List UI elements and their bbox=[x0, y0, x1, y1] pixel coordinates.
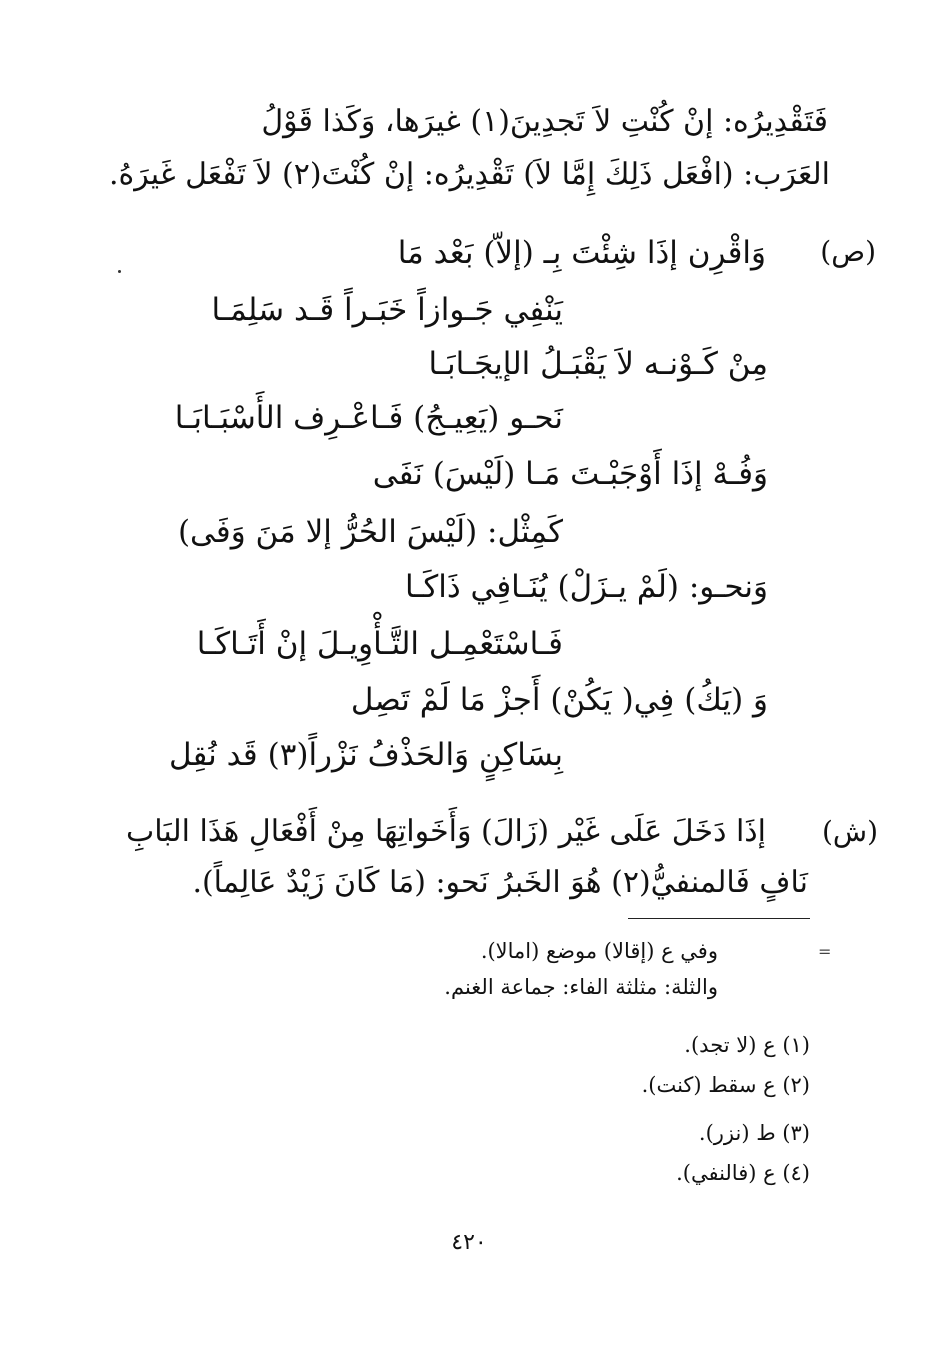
verse-line: بِسَاكِنٍ وَالحَذْفُ نَزْراً(٣) قَد نُقِل bbox=[169, 737, 563, 773]
scan-speck bbox=[118, 270, 121, 273]
verse-marker: (ص) bbox=[820, 235, 876, 268]
verse-line: نَحـو (يَعِيـجُ) فَـاعْـرِف الأَسْبَـابَـا bbox=[174, 400, 563, 436]
commentary-line-1: إذَا دَخَلَ عَلَى غَيْر (زَالَ) وَأَخَواتِهَا مِنْ أَفْعَالِ هَذَا البَابِ bbox=[126, 814, 766, 849]
verse-line: وَاقْرِن إذَا شِئْتَ بِـ (إلاّ) بَعْد مَا bbox=[397, 235, 766, 271]
verse-line: فَـاسْتَعْمِـل التَّـأْوِيـلَ إنْ أَتَـاكَـا bbox=[196, 626, 563, 662]
verse-line: كَمِثْل: (لَيْسَ الحُرُّ إلا مَنَ وَفَى) bbox=[177, 514, 563, 550]
intro-line-2: العَرَب: (افْعَل ذَلِكَ إِمَّا لاَ) تَقْدِيرُه: إنْ كُنْتَ(٢) لاَ تَفْعَل غَيرَهُ. bbox=[109, 157, 830, 192]
footnote-item: (١) ع (لا تجد). bbox=[684, 1033, 810, 1057]
footnote-continued-line: وفي ع (إقالا) موضع (امالا). bbox=[480, 939, 718, 963]
verse-line: مِنْ كَـوْنـه لاَ يَقْبَـلُ الإيجَـابَـا bbox=[428, 346, 768, 382]
commentary-line-2: نَافٍ فَالمنفيُّ(٢) هُوَ الخَبرُ نَحو: (مَا كَانَ زَيْدٌ عَالِماً). bbox=[192, 865, 808, 900]
intro-line-1: فَتَقْدِيرُه: إنْ كُنْتِ لاَ تَجدِينَ(١) غيرَها، وَكَذا قَوْلُ bbox=[261, 104, 828, 139]
verse-line: وَنحـو: (لَمْ يـزَلْ) يُنَـافِي ذَاكَـا bbox=[404, 569, 768, 605]
footnote-continuation-mark: = bbox=[818, 942, 832, 961]
footnote-continued-line: والثلة: مثلثة الفاء: جماعة الغنم. bbox=[444, 975, 718, 999]
footnote-item: (٤) ع (فالنفي). bbox=[676, 1161, 810, 1185]
verse-line: يَنْفِي جَـوازاً خَبَـراً قَـد سَلِمَـا bbox=[211, 292, 563, 328]
verse-line: وَ (يَكُ) فِي( يَكُنْ) أَجزْ مَا لَمْ تَصِل bbox=[350, 682, 768, 718]
footnote-item: (٣) ط (نزر). bbox=[698, 1121, 810, 1145]
commentary-marker: (ش) bbox=[821, 815, 878, 848]
footnote-item: (٢) ع سقط (كنت). bbox=[641, 1073, 810, 1097]
footnote-separator bbox=[628, 918, 810, 919]
page-number: ٤٢٠ bbox=[451, 1230, 487, 1255]
verse-line: وَفُـهْ إذَا أَوْجَبْـتَ مَـا (لَيْسَ) نَفَى bbox=[372, 456, 768, 492]
